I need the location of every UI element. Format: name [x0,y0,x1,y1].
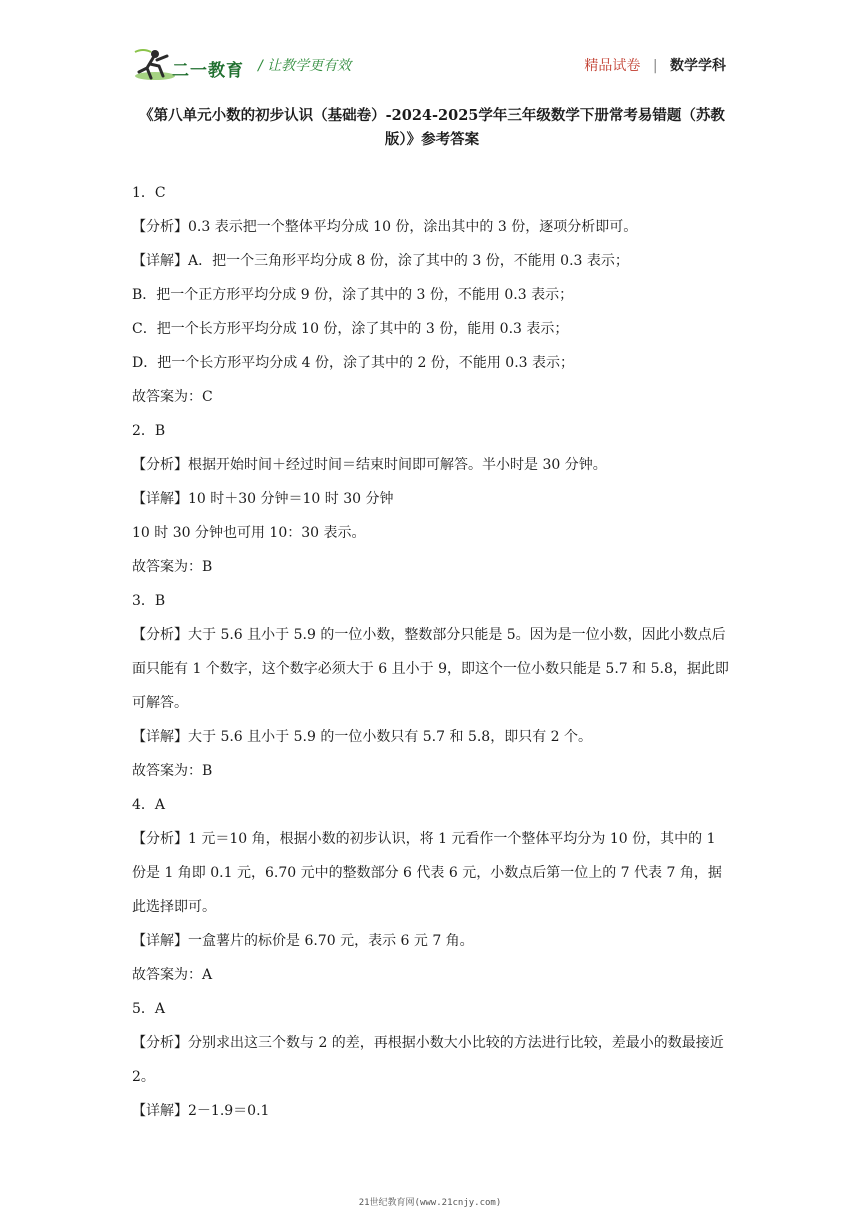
detail-line: B．把一个正方形平均分成 9 份，涂了其中的 3 份，不能用 0.3 表示； [132,287,574,303]
conclusion-line: 故答案为：A [132,967,213,983]
answer-3-header: 3．B [132,593,166,609]
conclusion-line: 故答案为：B [132,763,213,779]
detail-line: 【详解】大于 5.6 且小于 5.9 的一位小数只有 5.7 和 5.8，即只有 2 个。 [132,729,593,745]
slogan: / 让教学更有效 [258,58,352,74]
header-tags [584,55,726,75]
brand-name: 二一教育 [172,61,244,81]
document-title: 《第八单元小数的初步认识（基础卷）-2024-2025学年三年级数学下册常考易错题（苏教版）》参考答案 [139,107,725,148]
detail-line: 【详解】A．把一个三角形平均分成 8 份，涂了其中的 3 份，不能用 0.3 表示； [132,253,629,269]
answer-2-header: 2．B [132,423,166,439]
page-header [0,0,860,100]
analysis-line: 【分析】0.3 表示把一个整体平均分成 10 份，涂出其中的 3 份，逐项分析即可。 [132,219,638,235]
detail-line: 【详解】2－1.9＝0.1 [132,1103,270,1119]
analysis-paragraph: 【分析】1 元＝10 角，根据小数的初步认识，将 1 元看作一个整体平均分为 10 份，其中的 1 份是 1 角即 0.1 元，6.70 元中的整数部分 6 代表 6 元，小数点后第一位上的 7 代表 7 角，据此选择即可。 [132,831,722,915]
conclusion-line: 故答案为：C [132,389,213,405]
page-footer: 21世纪教育网(www.21cnjy.com) [358,1198,502,1208]
analysis-paragraph: 【分析】大于 5.6 且小于 5.9 的一位小数，整数部分只能是 5。因为是一位小数，因此小数点后面只能有 1 个数字，这个数字必须大于 6 且小于 9，即这个一位小数只能是 5.7 和 5.8，据此即可解答。 [132,627,729,711]
answer-content [132,176,732,1128]
conclusion-line: 故答案为：B [132,559,213,575]
analysis-line: 【分析】根据开始时间＋经过时间＝结束时间即可解答。半小时是 30 分钟。 [132,457,607,473]
detail-line: 10 时 30 分钟也可用 10：30 表示。 [132,525,366,541]
tag-quality-paper: 精品试卷 [584,58,641,74]
detail-line: D．把一个长方形平均分成 4 份，涂了其中的 2 份，不能用 0.3 表示； [132,355,575,371]
answer-4-header: 4．A [132,797,166,813]
detail-line: C．把一个长方形平均分成 10 份，涂了其中的 3 份，能用 0.3 表示； [132,321,569,337]
tag-subject: 数学学科 [670,58,726,74]
answer-1-header: 1．C [132,185,166,201]
analysis-paragraph: 【分析】分别求出这三个数与 2 的差，再根据小数大小比较的方法进行比较，差最小的数最接近 2。 [132,1035,724,1085]
tag-separator: | [652,58,658,74]
detail-line: 【详解】10 时＋30 分钟＝10 时 30 分钟 [132,491,394,507]
answer-5-header: 5．A [132,1001,166,1017]
detail-line: 【详解】一盒薯片的标价是 6.70 元，表示 6 元 7 角。 [132,933,474,949]
